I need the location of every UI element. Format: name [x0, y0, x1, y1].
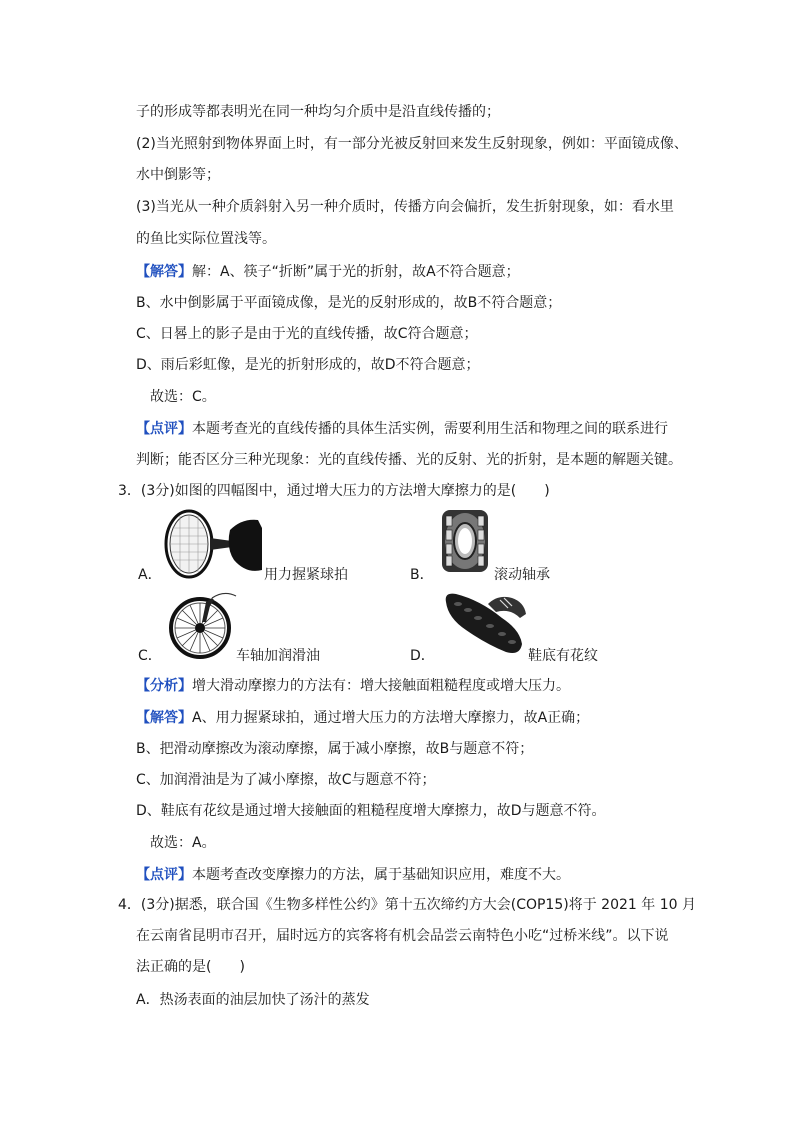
option-d-label: D．	[410, 648, 435, 664]
comment-text: 本题考查光的直线传播的具体生活实例，需要利用生活和物理之间的联系进行	[192, 421, 668, 437]
answer-text: 解：A、筷子“折断”属于光的折射，故A不符合题意；	[192, 264, 520, 280]
q3-analysis	[136, 676, 570, 696]
q2-answer-c: C、日晷上的影子是由于光的直线传播，故C符合题意；	[136, 326, 478, 342]
analysis-tag: 【分析】	[136, 678, 192, 694]
text-line: 子的形成等都表明光在同一种均匀介质中是沿直线传播的；	[136, 104, 500, 120]
answer-tag: 【解答】	[136, 264, 192, 280]
q3-answer-b: B、把滑动摩擦改为滚动摩擦，属于减小摩擦，故B与题意不符；	[136, 741, 534, 757]
q3-answer-d: D、鞋底有花纹是通过增大接触面的粗糙程度增大摩擦力，故D与题意不符。	[136, 803, 606, 819]
option-a-caption: 用力握紧球拍	[264, 567, 348, 583]
analysis-text: 增大滑动摩擦力的方法有：增大接触面粗糙程度或增大压力。	[192, 678, 570, 694]
q2-choice: 故选：C。	[150, 389, 216, 405]
option-d-caption: 鞋底有花纹	[528, 648, 598, 664]
q2-answer-b: B、水中倒影属于平面镜成像，是光的反射形成的，故B不符合题意；	[136, 295, 562, 311]
q3-answer-c: C、加润滑油是为了减小摩擦，故C与题意不符；	[136, 772, 436, 788]
text-line: 的鱼比实际位置浅等。	[136, 231, 276, 247]
bearing-icon	[438, 506, 492, 576]
comment-tag: 【点评】	[136, 867, 192, 883]
q2-answer-d: D、雨后彩虹像，是光的折射形成的，故D不符合题意；	[136, 357, 480, 373]
option-a-label: A．	[138, 567, 162, 583]
q3-answer-a	[136, 708, 589, 728]
q3-choice: 故选：A。	[150, 835, 216, 851]
option-c-caption: 车轴加润滑油	[236, 648, 320, 664]
q2-answer-a	[136, 262, 520, 282]
q4-option-a: A．热汤表面的油层加快了汤汁的蒸发	[136, 992, 370, 1008]
text-line: (2)当光照射到物体界面上时，有一部分光被反射回来发生反射现象，例如：平面镜成像、	[136, 136, 688, 152]
q3-stem: 3．(3分)如图的四幅图中，通过增大压力的方法增大摩擦力的是( )	[118, 483, 550, 499]
q3-comment	[136, 865, 570, 885]
q4-stem-3: 法正确的是( )	[136, 959, 245, 975]
q2-comment-2: 判断；能否区分三种光现象：光的直线传播、光的反射、光的折射，是本题的解题关键。	[136, 452, 682, 468]
comment-tag: 【点评】	[136, 421, 192, 437]
q4-stem-1: 4．(3分)据悉，联合国《生物多样性公约》第十五次缔约方大会(COP15)将于 2021 年 10 月	[118, 897, 696, 913]
racket-icon	[162, 508, 264, 580]
text-line: (3)当光从一种介质斜射入另一种介质时，传播方向会偏折，发生折射现象，如：看水里	[136, 199, 674, 215]
wheel-icon	[166, 588, 238, 660]
option-b-caption: 滚动轴承	[494, 567, 550, 583]
q4-stem-2: 在云南省昆明市召开，届时远方的宾客将有机会品尝云南特色小吃“过桥米线”。以下说	[136, 928, 669, 944]
comment-text: 本题考查改变摩擦力的方法，属于基础知识应用，难度不大。	[192, 867, 570, 883]
answer-tag: 【解答】	[136, 710, 192, 726]
option-c-label: C．	[138, 648, 162, 664]
shoe-icon	[440, 590, 528, 658]
option-b-label: B．	[410, 567, 434, 583]
q2-comment-1	[136, 419, 668, 439]
answer-text: A、用力握紧球拍，通过增大压力的方法增大摩擦力，故A正确；	[192, 710, 590, 726]
text-line: 水中倒影等；	[136, 167, 220, 183]
